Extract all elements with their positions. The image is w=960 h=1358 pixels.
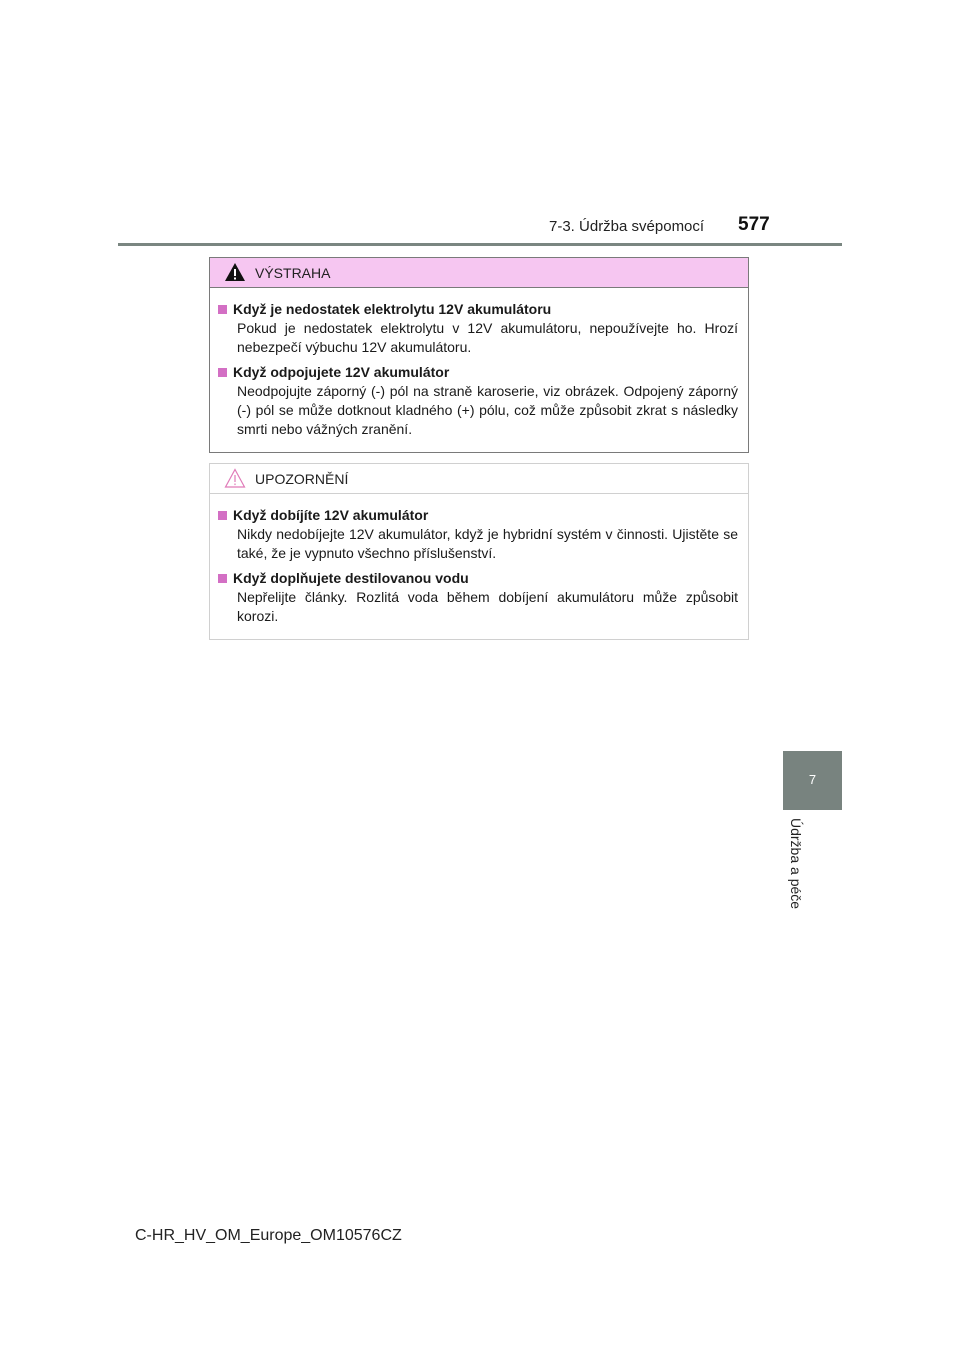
warning-triangle-icon	[224, 262, 246, 282]
caution-item	[218, 569, 738, 626]
warning-item-text: Neodpojujte záporný (-) pól na straně karoserie, viz obrázek. Odpojený záporný (-) pól se může dotknout kladného (+) pólu, což může způsobit zkrat s následky smrti nebo vážných zranění.	[237, 383, 738, 437]
caution-header	[210, 464, 748, 494]
warning-item-text: Pokud je nedostatek elektrolytu v 12V akumulátoru, nepoužívejte ho. Hrozí nebezpečí výbuchu 12V akumulátoru.	[237, 320, 738, 355]
section-title: 7-3. Údržba svépomocí	[549, 218, 705, 235]
caution-title: UPOZORNĚNÍ	[255, 471, 349, 487]
document-code: C-HR_HV_OM_Europe_OM10576CZ	[135, 1227, 402, 1244]
caution-item-title: Když doplňujete destilovanou vodu	[233, 570, 469, 586]
header-divider	[118, 243, 842, 246]
caution-box	[209, 463, 749, 640]
chapter-number: 7	[808, 772, 817, 787]
caution-item	[218, 506, 738, 563]
caution-body	[210, 494, 748, 626]
bullet-square-icon	[218, 305, 227, 314]
caution-item-text: Nepřelijte články. Rozlitá voda během dobíjení akumulátoru může způsobit korozi.	[237, 589, 738, 624]
page-number: 577	[738, 214, 770, 235]
warning-item	[218, 300, 738, 357]
warning-item-title: Když odpojujete 12V akumulátor	[233, 364, 450, 380]
bullet-square-icon	[218, 511, 227, 520]
chapter-label: Údržba a péče	[788, 818, 804, 910]
warning-box	[209, 257, 749, 453]
warning-item-title: Když je nedostatek elektrolytu 12V akumulátoru	[233, 301, 552, 317]
warning-title: VÝSTRAHA	[255, 265, 331, 281]
warning-header	[210, 258, 748, 288]
bullet-square-icon	[218, 368, 227, 377]
caution-item-text: Nikdy nedobíjejte 12V akumulátor, když je hybridní systém v činnosti. Ujistěte se také, že je vypnuto všechno příslušenství.	[237, 526, 738, 561]
warning-item	[218, 363, 738, 439]
bullet-square-icon	[218, 574, 227, 583]
caution-item-title: Když dobíjíte 12V akumulátor	[233, 507, 429, 523]
warning-body	[210, 288, 748, 439]
caution-triangle-icon	[224, 468, 246, 488]
